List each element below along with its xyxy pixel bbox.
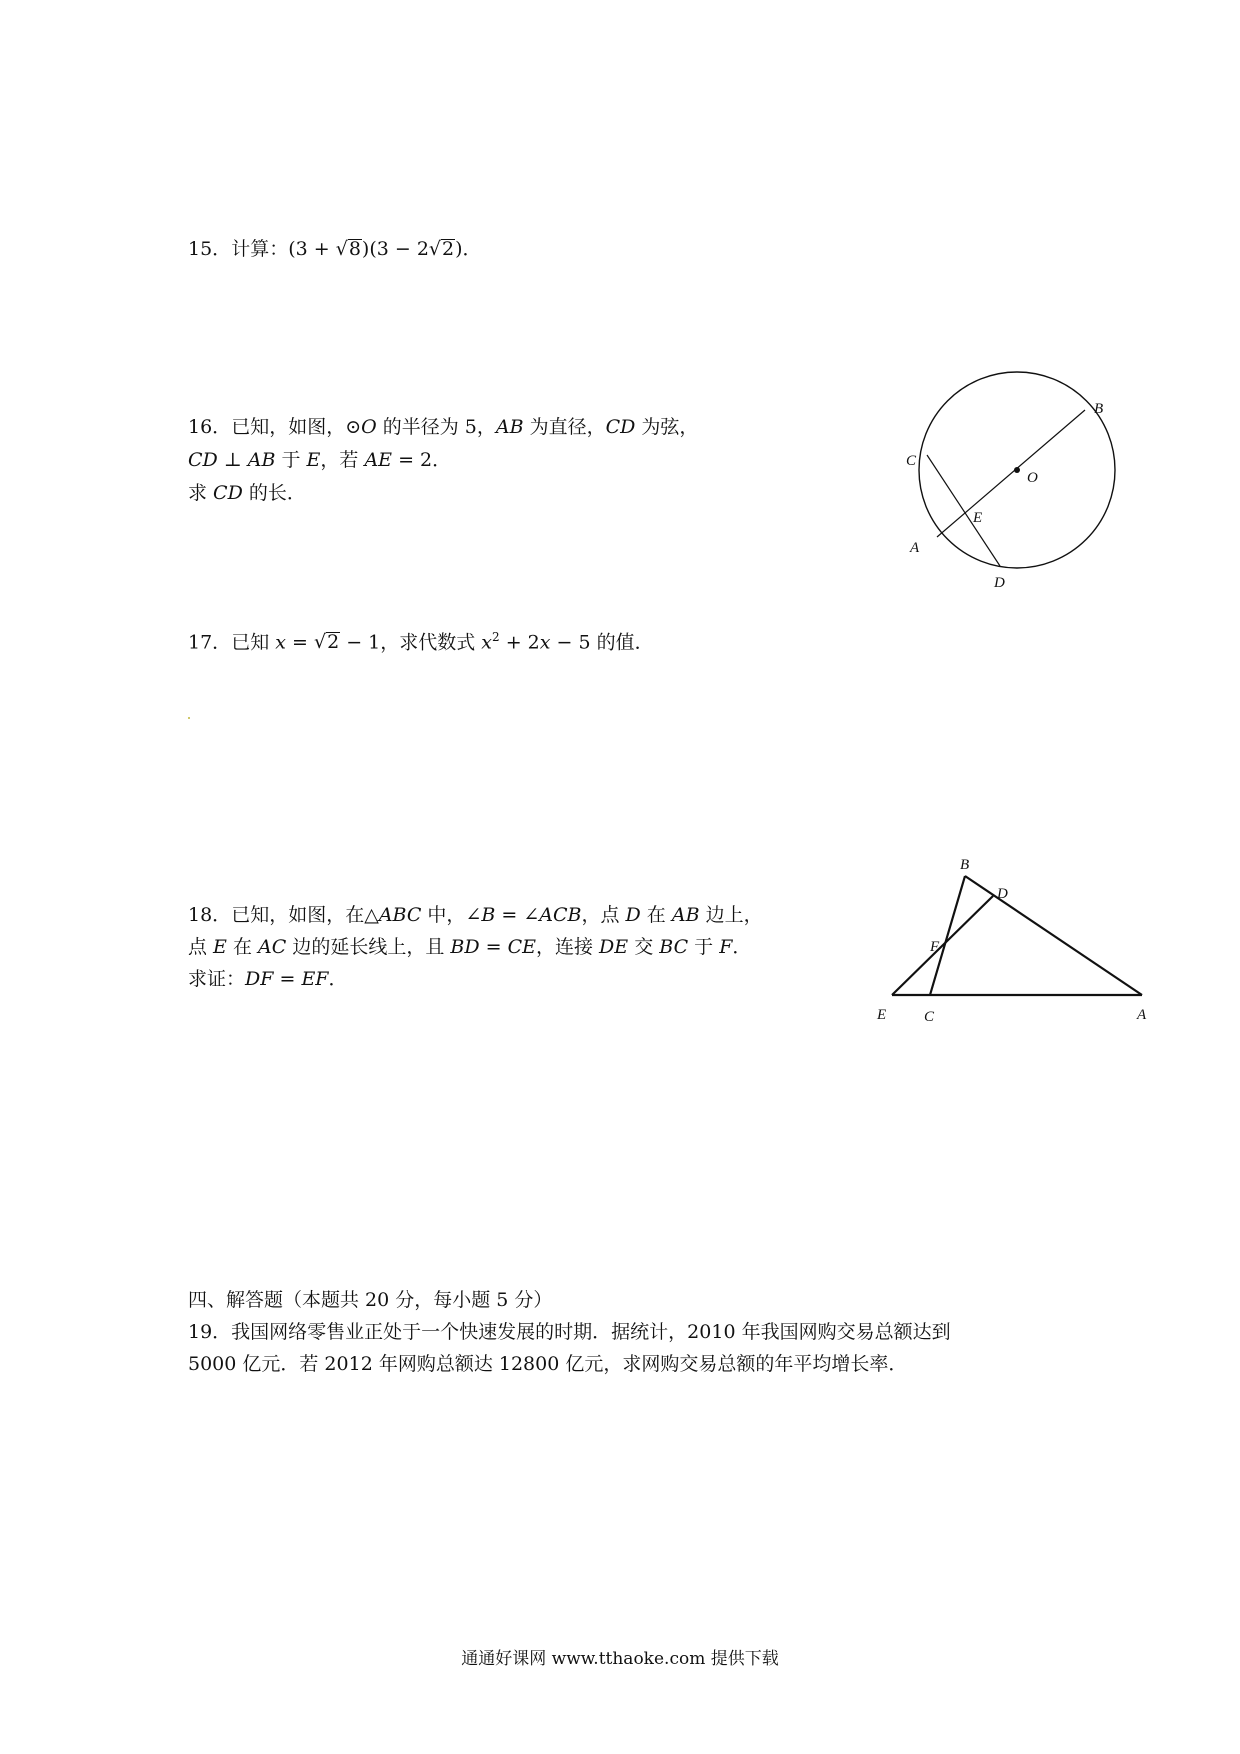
text: = [479,936,508,958]
text: 已知，如图， [231,416,346,438]
text: 于 [688,936,720,958]
label-A: A [1137,1007,1147,1023]
text: 为弦， [635,416,699,438]
text: 中， [421,904,466,926]
question-number: 15． [188,238,232,260]
text: = [273,968,302,990]
side-ab [965,876,1142,995]
exponent: 2 [492,630,500,644]
label-D: D [994,575,1005,591]
question-19-line-1: 19．我国网络零售业正处于一个快速发展的时期．据统计，2010 年我国网购交易总额达到 [188,1321,951,1343]
radical-sign-icon: √ [428,238,442,260]
var-D: D [625,904,641,926]
radicand: 2 [442,238,455,260]
var-AB: AB [671,904,700,926]
center-point [1014,467,1020,473]
text: 点 [188,936,214,958]
question-18-line-3 [188,968,348,990]
text: 已知 [231,631,276,654]
diameter-ab [937,410,1085,537]
question-15 [188,238,482,260]
question-18-line-1 [188,904,763,926]
radicand: 2 [327,631,340,654]
triangle-diagram [860,852,1160,1037]
text: − 5 的值． [550,631,654,654]
text: 为直径， [523,416,606,438]
text: 求 [188,482,214,504]
angle-B: ∠B [465,904,496,926]
text: 在 [640,904,672,926]
section-title: 四、解答题（本题共 20 分，每小题 5 分） [188,1289,553,1311]
radicand: 8 [348,238,361,260]
var-BC: BC [659,936,689,958]
text: 边的延长线上，且 [286,936,451,958]
radical-sign-icon: √ [335,238,348,260]
question-17 [188,626,654,653]
var-x: x [539,631,551,654]
question-16-line-3 [188,482,306,504]
var-O: O [361,416,377,438]
chord-cd [927,455,1000,566]
var-BD: BD [450,936,480,958]
question-16-line-2 [188,449,451,471]
var-AB: AB [247,449,276,471]
question-16-line-1 [188,416,698,438]
text: 在 [226,936,259,958]
var-DE: DE [599,936,629,958]
var-CD: CD [605,416,636,438]
label-A: A [910,540,920,556]
circle-symbol: ⊙ [345,416,362,438]
label-B: B [960,857,970,873]
text: ，连接 [536,936,600,958]
label-B: B [1094,401,1104,417]
var-x: x [481,631,493,654]
expr-mid: )(3 − 2 [361,238,429,260]
question-number: 17． [188,631,232,654]
expr-prefix: (3 + [288,238,336,260]
segment-de [892,896,993,995]
var-ABC: ABC [378,904,422,926]
var-AC: AC [258,936,287,958]
question-number: 18． [188,904,232,926]
var-CD: CD [188,449,218,471]
var-DF: DF [245,968,274,990]
var-EF: EF [301,968,329,990]
var-CD: CD [213,482,243,504]
text: = [285,631,314,654]
side-bc [930,876,965,995]
label-F: F [930,939,940,955]
text: = [495,904,524,926]
question-label: 计算： [231,238,289,260]
perp-symbol: ⊥ [217,449,248,471]
text: 交 [628,936,660,958]
var-F: F [719,936,733,958]
var-E: E [213,936,227,958]
text: ，若 [320,449,365,471]
text: + 2 [499,631,540,654]
var-x: x [275,631,286,654]
label-E: E [877,1007,887,1023]
text: ． [732,936,752,958]
label-C: C [906,453,917,469]
question-number: 16． [188,416,232,438]
var-CE: CE [507,936,536,958]
question-18-line-2 [188,936,751,958]
scan-speck [188,717,190,719]
var-AE: AE [364,449,393,471]
text: 的半径为 5， [376,416,496,438]
label-C: C [924,1009,935,1025]
text: 已知，如图，在△ [231,904,379,926]
expr-suffix: )． [455,238,482,260]
radical-sign-icon: √ [313,631,327,654]
angle-ACB: ∠ACB [523,904,582,926]
text: 求证： [188,968,246,990]
text: − 1，求代数式 [340,631,482,654]
text: ． [328,968,348,990]
label-O: O [1027,470,1038,486]
text: 边上， [699,904,763,926]
text: ，点 [581,904,626,926]
question-19-line-2: 5000 亿元．若 2012 年网购总额达 12800 亿元，求网购交易总额的年平均增长率． [188,1353,908,1375]
circle-diagram [880,365,1140,605]
text: = 2． [392,449,452,471]
var-AB: AB [495,416,524,438]
label-D: D [997,886,1008,902]
footer: 通通好课网 www.tthaoke.com 提供下载 [461,1649,779,1669]
text: 于 [275,449,307,471]
text: 的长． [242,482,306,504]
label-E: E [973,510,983,526]
var-E: E [306,449,321,471]
